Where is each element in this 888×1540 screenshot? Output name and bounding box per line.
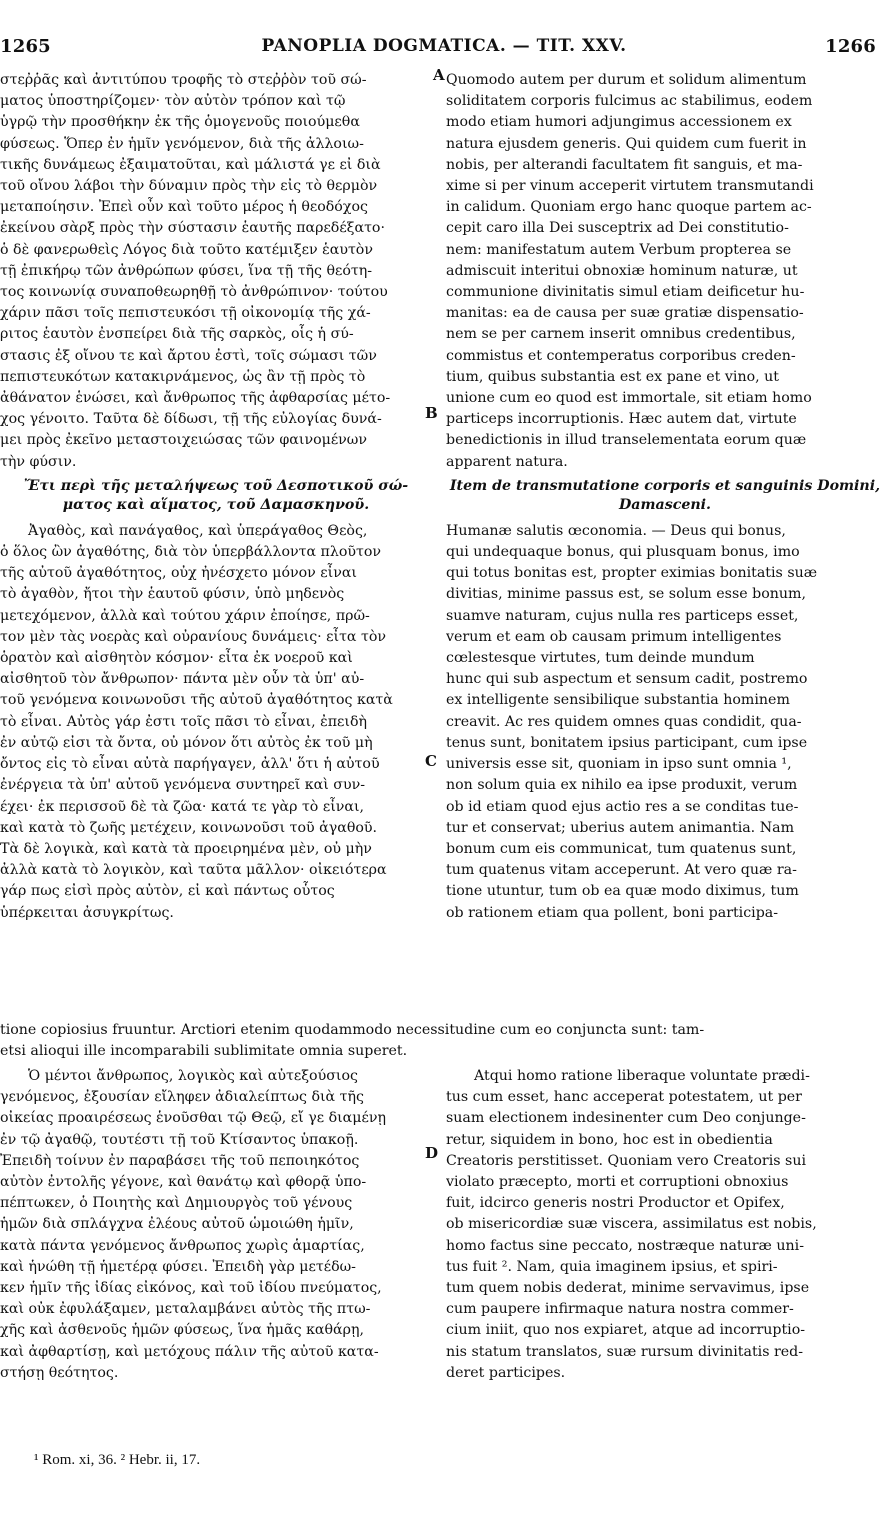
text-line: καὶ ἀφθαρτίσῃ, καὶ μετόχους πάλιν τῆς αὐτοῦ κατα- — [0, 1343, 379, 1360]
running-title: PANOPLIA DOGMATICA. — TIT. XXV. — [261, 36, 627, 56]
text-line: tione copiosius fruuntur. Arctiori etenim quodammodo necessitudine cum eo conjuncta sunt: tam- — [0, 1022, 705, 1038]
text-line: nem se per carnem inserit omnibus credentibus, — [446, 326, 796, 343]
text-line: ἀθάνατον ἑνώσει, καὶ ἄνθρωπος τῆς ἀφθαρσίας μέτο- — [0, 390, 391, 407]
text-line: Atqui homo ratione liberaque voluntate prædi- — [474, 1068, 810, 1084]
text-line: hunc qui sub aspectum et sensum cadit, postremo — [446, 671, 808, 688]
text-line: ex intelligente sensibilique substantia hominem — [446, 692, 790, 709]
text-line: tione utuntur, tum ob ea quæ modo diximus, tum — [446, 883, 799, 900]
text-line: qui undequaque bonus, qui plusquam bonus, imo — [446, 544, 800, 561]
latin-paragraph-1 — [446, 70, 884, 473]
text-line: ob misericordiæ suæ viscera, assimilatus est nobis, — [446, 1216, 817, 1233]
page-number-left: 1265 — [0, 36, 51, 57]
text-line: τὸ εἶναι. Αὐτὸς γάρ ἐστι τοῖς πᾶσι τὸ εἶναι, ἐπειδὴ — [0, 713, 368, 730]
text-line: οἰκείας προαιρέσεως ἑνοῦσθαι τῷ Θεῷ, εἴ γε διαμένῃ — [0, 1110, 386, 1127]
text-line: τῆς αὐτοῦ ἀγαθότητος, οὐχ ἠνέσχετο μόνον εἶναι — [0, 565, 357, 582]
text-line: in calidum. Quoniam ergo hanc quoque partem ac- — [446, 199, 812, 216]
text-line: bonum cum eis communicat, tum quatenus sunt, — [446, 840, 797, 857]
text-line: ὁρατὸν καὶ αἰσθητὸν κόσμον· εἶτα ἐκ νοεροῦ καὶ — [0, 650, 353, 667]
text-line: γενόμενος, ἐξουσίαν εἴληφεν ἀδιαλείπτως διὰ τῆς — [0, 1089, 364, 1106]
margin-letter-c: C — [425, 752, 437, 770]
text-line: Ἀγαθὸς, καὶ πανάγαθος, καὶ ὑπεράγαθος Θεὸς, — [28, 522, 368, 539]
text-line: benedictionis in illud transelementata eorum quæ — [446, 432, 807, 449]
text-line: tum quatenus vitam acceperunt. At vero quæ ra- — [446, 862, 797, 879]
text-line: cepit caro illa Dei susceptrix ad Dei constitutio- — [446, 220, 789, 237]
text-line: xime si per vinum acceperit virtutem transmutandi — [446, 178, 814, 195]
text-line: qui totus bonitas est, propter eximias bonitatis suæ — [446, 565, 818, 582]
text-line: tum quem nobis dederat, minime servavimus, ipse — [446, 1280, 810, 1297]
text-line: admiscuit interitui obnoxiæ hominum naturæ, ut — [446, 262, 798, 279]
text-line: τοῦ γενόμενα κοινωνοῦσι τῆς αὐτοῦ ἀγαθότητος κατὰ — [0, 692, 393, 709]
text-line: apparent natura. — [446, 453, 568, 470]
text-line: ἀλλὰ κατὰ τὸ λογικὸν, καὶ ταῦτα μᾶλλον· οἰκειότερα — [0, 862, 387, 879]
greek-paragraph-3 — [0, 1066, 432, 1384]
text-line: Ὁ μέντοι ἄνθρωπος, λογικὸς καὶ αὐτεξούσιος — [28, 1068, 358, 1084]
greek-paragraph-2 — [0, 521, 432, 924]
text-line: tur et conservat; uberius autem animantia. Nam — [446, 819, 795, 836]
text-line: καὶ ἡνώθη τῇ ἡμετέρᾳ φύσει. Ἐπειδὴ γὰρ μετέδω- — [0, 1258, 356, 1275]
text-line: tenus sunt, bonitatem ipsius participant, cum ipse — [446, 734, 808, 751]
text-line: homo factus sine peccato, nostræque naturæ uni- — [446, 1237, 804, 1254]
page-number-right: 1266 — [825, 36, 876, 57]
text-line: χῆς καὶ ἀσθενοῦς ἡμῶν φύσεως, ἵνα ἡμᾶς καθάρῃ, — [0, 1322, 364, 1339]
text-line: ματος καὶ αἵματος, τοῦ Δαμασκηνοῦ. — [62, 496, 370, 513]
text-line: χος γένοιτο. Ταῦτα δὲ δίδωσι, τῇ τῆς εὐλογίας δυνά- — [0, 411, 382, 428]
text-line: particeps incorruptionis. Hæc autem dat, virtute — [446, 411, 797, 428]
text-line: ἐκείνου σὰρξ πρὸς τὴν σύστασιν ἑαυτῆς παρεδέξατο· — [0, 220, 385, 237]
text-line: Ἐπειδὴ τοίνυν ἐν παραβάσει τῆς τοῦ πεποιηκότος — [0, 1152, 360, 1169]
text-line: Ἔτι περὶ τῆς μεταλήψεως τοῦ Δεσποτικοῦ σώ- — [23, 477, 409, 494]
text-line: cœlestesque virtutes, tum deinde mundum — [446, 650, 755, 667]
text-line: tus cum esset, hanc acceperat potestatem, ut per — [446, 1089, 802, 1106]
text-line: μει πρὸς ἐκεῖνο μεταστοιχειώσας τῶν φαινομένων — [0, 432, 367, 449]
text-line: Quomodo autem per durum et solidum alimentum — [446, 72, 807, 88]
greek-section-heading — [0, 477, 432, 515]
text-line: nobis, per alterandi facultatem fit sanguis, et ma- — [446, 156, 803, 173]
text-line: Damasceni. — [619, 496, 711, 513]
text-line: soliditatem corporis fulcimus ac stabilimus, eodem — [446, 93, 813, 110]
text-line: etsi alioqui ille incomparabili sublimitate omnia superet. — [0, 1043, 408, 1060]
text-line: τοῦ οἴνου λάβοι τὴν δύναμιν πρὸς τὴν εἰς τὸ θερμὸν — [0, 178, 378, 195]
text-line: ὁ ὅλος ὢν ἀγαθότης, διὰ τὸν ὑπερβάλλοντα πλοῦτον — [0, 544, 382, 561]
text-line: ὑπέρκειται ἀσυγκρίτως. — [0, 904, 174, 921]
text-line: αἰσθητοῦ τὸν ἄνθρωπον· πάντα μὲν οὖν τὰ ὑπ' αὐ- — [0, 671, 365, 688]
text-line: universis esse sit, quoniam in ipso sunt omnia ¹, — [446, 756, 792, 773]
latin-paragraph-3 — [446, 1066, 884, 1384]
text-line: τον μὲν τὰς νοερὰς καὶ οὐρανίους δυνάμεις· εἶτα τὸν — [0, 628, 387, 645]
text-line: divitias, minime passus est, se solum esse bonum, — [446, 586, 806, 603]
text-line: cum paupere infirmaque natura nostra commer- — [446, 1301, 794, 1318]
text-line: ἡμῶν διὰ σπλάγχνα ἐλέους αὐτοῦ ὡμοιώθη ἡμῖν, — [0, 1216, 354, 1233]
full-width-paragraph — [0, 1020, 884, 1062]
text-line: ob id etiam quod ejus actio res a se conditas tue- — [446, 798, 799, 815]
text-line: καὶ οὐκ ἐφυλάξαμεν, μεταλαμβάνει αὐτὸς τῆς πτω- — [0, 1301, 371, 1318]
text-line: Τὰ δὲ λογικὰ, καὶ κατὰ τὰ προειρημένα μὲν, οὐ μὴν — [0, 840, 372, 857]
text-line: αὐτὸν ἐντολῆς γέγονε, καὶ θανάτῳ καὶ φθορᾷ ὑπο- — [0, 1174, 367, 1191]
text-line: ὄντος εἰς τὸ εἶναι αὐτὰ παρήγαγεν, ἀλλ' ὅτι ἡ αὐτοῦ — [0, 756, 380, 773]
greek-column-top — [0, 70, 432, 924]
text-line: Item de transmutatione corporis et sanguinis Domini, — [449, 477, 881, 494]
text-line: τὸ ἀγαθὸν, ἤτοι τὴν ἑαυτοῦ φύσιν, ὑπὸ μηδενὸς — [0, 586, 345, 603]
greek-paragraph-1 — [0, 70, 432, 473]
text-line: commistus et contemperatus corporibus creden- — [446, 347, 796, 364]
text-line: ὁ δὲ φανερωθεὶς Λόγος διὰ τοῦτο κατέμιξεν ἑαυτὸν — [0, 241, 373, 258]
text-line: κατὰ πάντα γενόμενος ἄνθρωπος χωρὶς ἁμαρτίας, — [0, 1237, 365, 1254]
text-line: ἐν αὐτῷ εἰσι τὰ ὄντα, οὐ μόνον ὅτι αὐτὸς ἐκ τοῦ μὴ — [0, 734, 373, 751]
latin-column-bottom — [446, 1066, 884, 1384]
text-line: communione divinitatis simul etiam deificetur hu- — [446, 284, 805, 301]
text-line: τικῆς δυνάμεως ἐξαιματοῦται, καὶ μάλιστά γε εἰ διὰ — [0, 156, 381, 173]
text-line: tium, quibus substantia est ex pane et vino, ut — [446, 368, 779, 385]
text-line: Creatoris perstitisset. Quoniam vero Creatoris sui — [446, 1152, 806, 1169]
latin-column-top — [446, 70, 884, 924]
text-line: cium iniit, quo nos expiaret, atque ad incorruptio- — [446, 1322, 806, 1339]
text-line: nis statum translatos, suæ rursum divinitatis red- — [446, 1343, 804, 1360]
latin-section-heading — [446, 477, 884, 515]
text-line: τὴν φύσιν. — [0, 453, 77, 470]
text-line: violato præcepto, morti et corruptioni obnoxius — [446, 1174, 789, 1191]
text-line: suam electionem indesinenter cum Deo conjunge- — [446, 1110, 806, 1127]
text-line: κεν ἡμῖν τῆς ἰδίας εἰκόνος, καὶ τοῦ ἰδίου πνεύματος, — [0, 1280, 382, 1297]
text-line: verum et eam ob causam primum intelligentes — [446, 628, 782, 645]
text-line: φύσεως. Ὅπερ ἐν ἡμῖν γενόμενον, διὰ τῆς ἀλλοιω- — [0, 135, 364, 152]
text-line: manitas: ea de causa per suæ gratiæ dispensatio- — [446, 305, 804, 322]
text-line: tus fuit ². Nam, quia imaginem ipsius, et spiri- — [446, 1258, 778, 1275]
text-line: deret participes. — [446, 1364, 566, 1381]
text-line: καὶ κατὰ τὸ ζωῆς μετέχειν, κοινωνοῦσι τοῦ ἀγαθοῦ. — [0, 819, 378, 836]
text-line: μετεχόμενον, ἀλλὰ καὶ τούτου χάριν ἐποίησε, πρῶ- — [0, 607, 370, 624]
footnotes: ¹ Rom. xi, 36. ² Hebr. ii, 17. — [34, 1452, 201, 1468]
text-line: τος κοινωνίᾳ συναποθεωρηθῇ τὸ ἀνθρώπινον· τούτου — [0, 284, 388, 301]
text-line: fuit, idcirco generis nostri Productor et Opifex, — [446, 1195, 785, 1212]
text-line: Humanæ salutis œconomia. — Deus qui bonus, — [446, 522, 786, 539]
text-line: ματος ὑποστηρίζομεν· τὸν αὐτὸν τρόπον καὶ τῷ — [0, 93, 346, 110]
text-line: στεῤῥᾶς καὶ ἀντιτύπου τροφῆς τὸ στεῤῥὸν τοῦ σώ- — [0, 72, 367, 88]
margin-letter-d: D — [425, 1144, 439, 1162]
text-line: χάριν πᾶσι τοῖς πεπιστευκόσι τῇ οἰκονομίᾳ τῆς χά- — [0, 305, 371, 322]
text-line: πεπιστευκότων κατακιρνάμενος, ὡς ἂν τῇ πρὸς τὸ — [0, 368, 366, 385]
text-line: στασις ἐξ οἴνου τε καὶ ἄρτου ἐστὶ, τοῖς σώμασι τῶν — [0, 347, 377, 364]
latin-paragraph-2 — [446, 521, 884, 924]
text-line: ὑγρῷ τὴν προσθήκην ἐκ τῆς ὁμογενοῦς ποιούμεθα — [0, 114, 360, 131]
text-line: ἐνέργεια τὰ ὑπ' αὐτοῦ γενόμενα συντηρεῖ καὶ συν- — [0, 777, 366, 794]
text-line: nem: manifestatum autem Verbum propterea se — [446, 241, 792, 258]
text-line: τῇ ἐπικήρῳ τῶν ἀνθρώπων φύσει, ἵνα τῇ τῆς θεότη- — [0, 262, 373, 279]
text-line: ριτος ἑαυτὸν ἐνσπείρει διὰ τῆς σαρκὸς, οἷς ἡ σύ- — [0, 326, 354, 343]
margin-letter-a: A — [433, 66, 445, 84]
text-line: πέπτωκεν, ὁ Ποιητὴς καὶ Δημιουργὸς τοῦ γένους — [0, 1195, 353, 1212]
text-line: στήσῃ θεότητος. — [0, 1364, 119, 1381]
margin-letter-b: B — [425, 404, 438, 422]
text-line: suamve naturam, cujus nulla res particeps esset, — [446, 607, 799, 624]
text-line: ob rationem etiam qua pollent, boni participa- — [446, 904, 779, 921]
text-line: modo etiam humori adjungimus accessionem ex — [446, 114, 792, 131]
greek-column-bottom — [0, 1066, 432, 1384]
text-line: έχει· ἐκ περισσοῦ δὲ τὰ ζῶα· κατά τε γὰρ τὸ εἶναι, — [0, 798, 365, 815]
text-line: retur, siquidem in bono, hoc est in obedientia — [446, 1131, 773, 1148]
text-line: ἐν τῷ ἀγαθῷ, τουτέστι τῇ τοῦ Κτίσαντος ὑπακοῇ. — [0, 1131, 359, 1148]
text-line: μεταποίησιν. Ἐπεὶ οὖν καὶ τοῦτο μέρος ἡ θεοδόχος — [0, 199, 368, 216]
text-line: non solum quia ex nihilo ea ipse produxit, verum — [446, 777, 798, 794]
text-line: natura ejusdem generis. Qui quidem cum fuerit in — [446, 135, 807, 152]
text-line: γάρ πως εἰσὶ πρὸς αὐτὸν, εἰ καὶ πάντως οὗτος — [0, 883, 335, 900]
text-line: creavit. Ac res quidem omnes quas condidit, qua- — [446, 713, 802, 730]
text-line: unione cum eo quod est immortale, sit etiam homo — [446, 390, 812, 407]
